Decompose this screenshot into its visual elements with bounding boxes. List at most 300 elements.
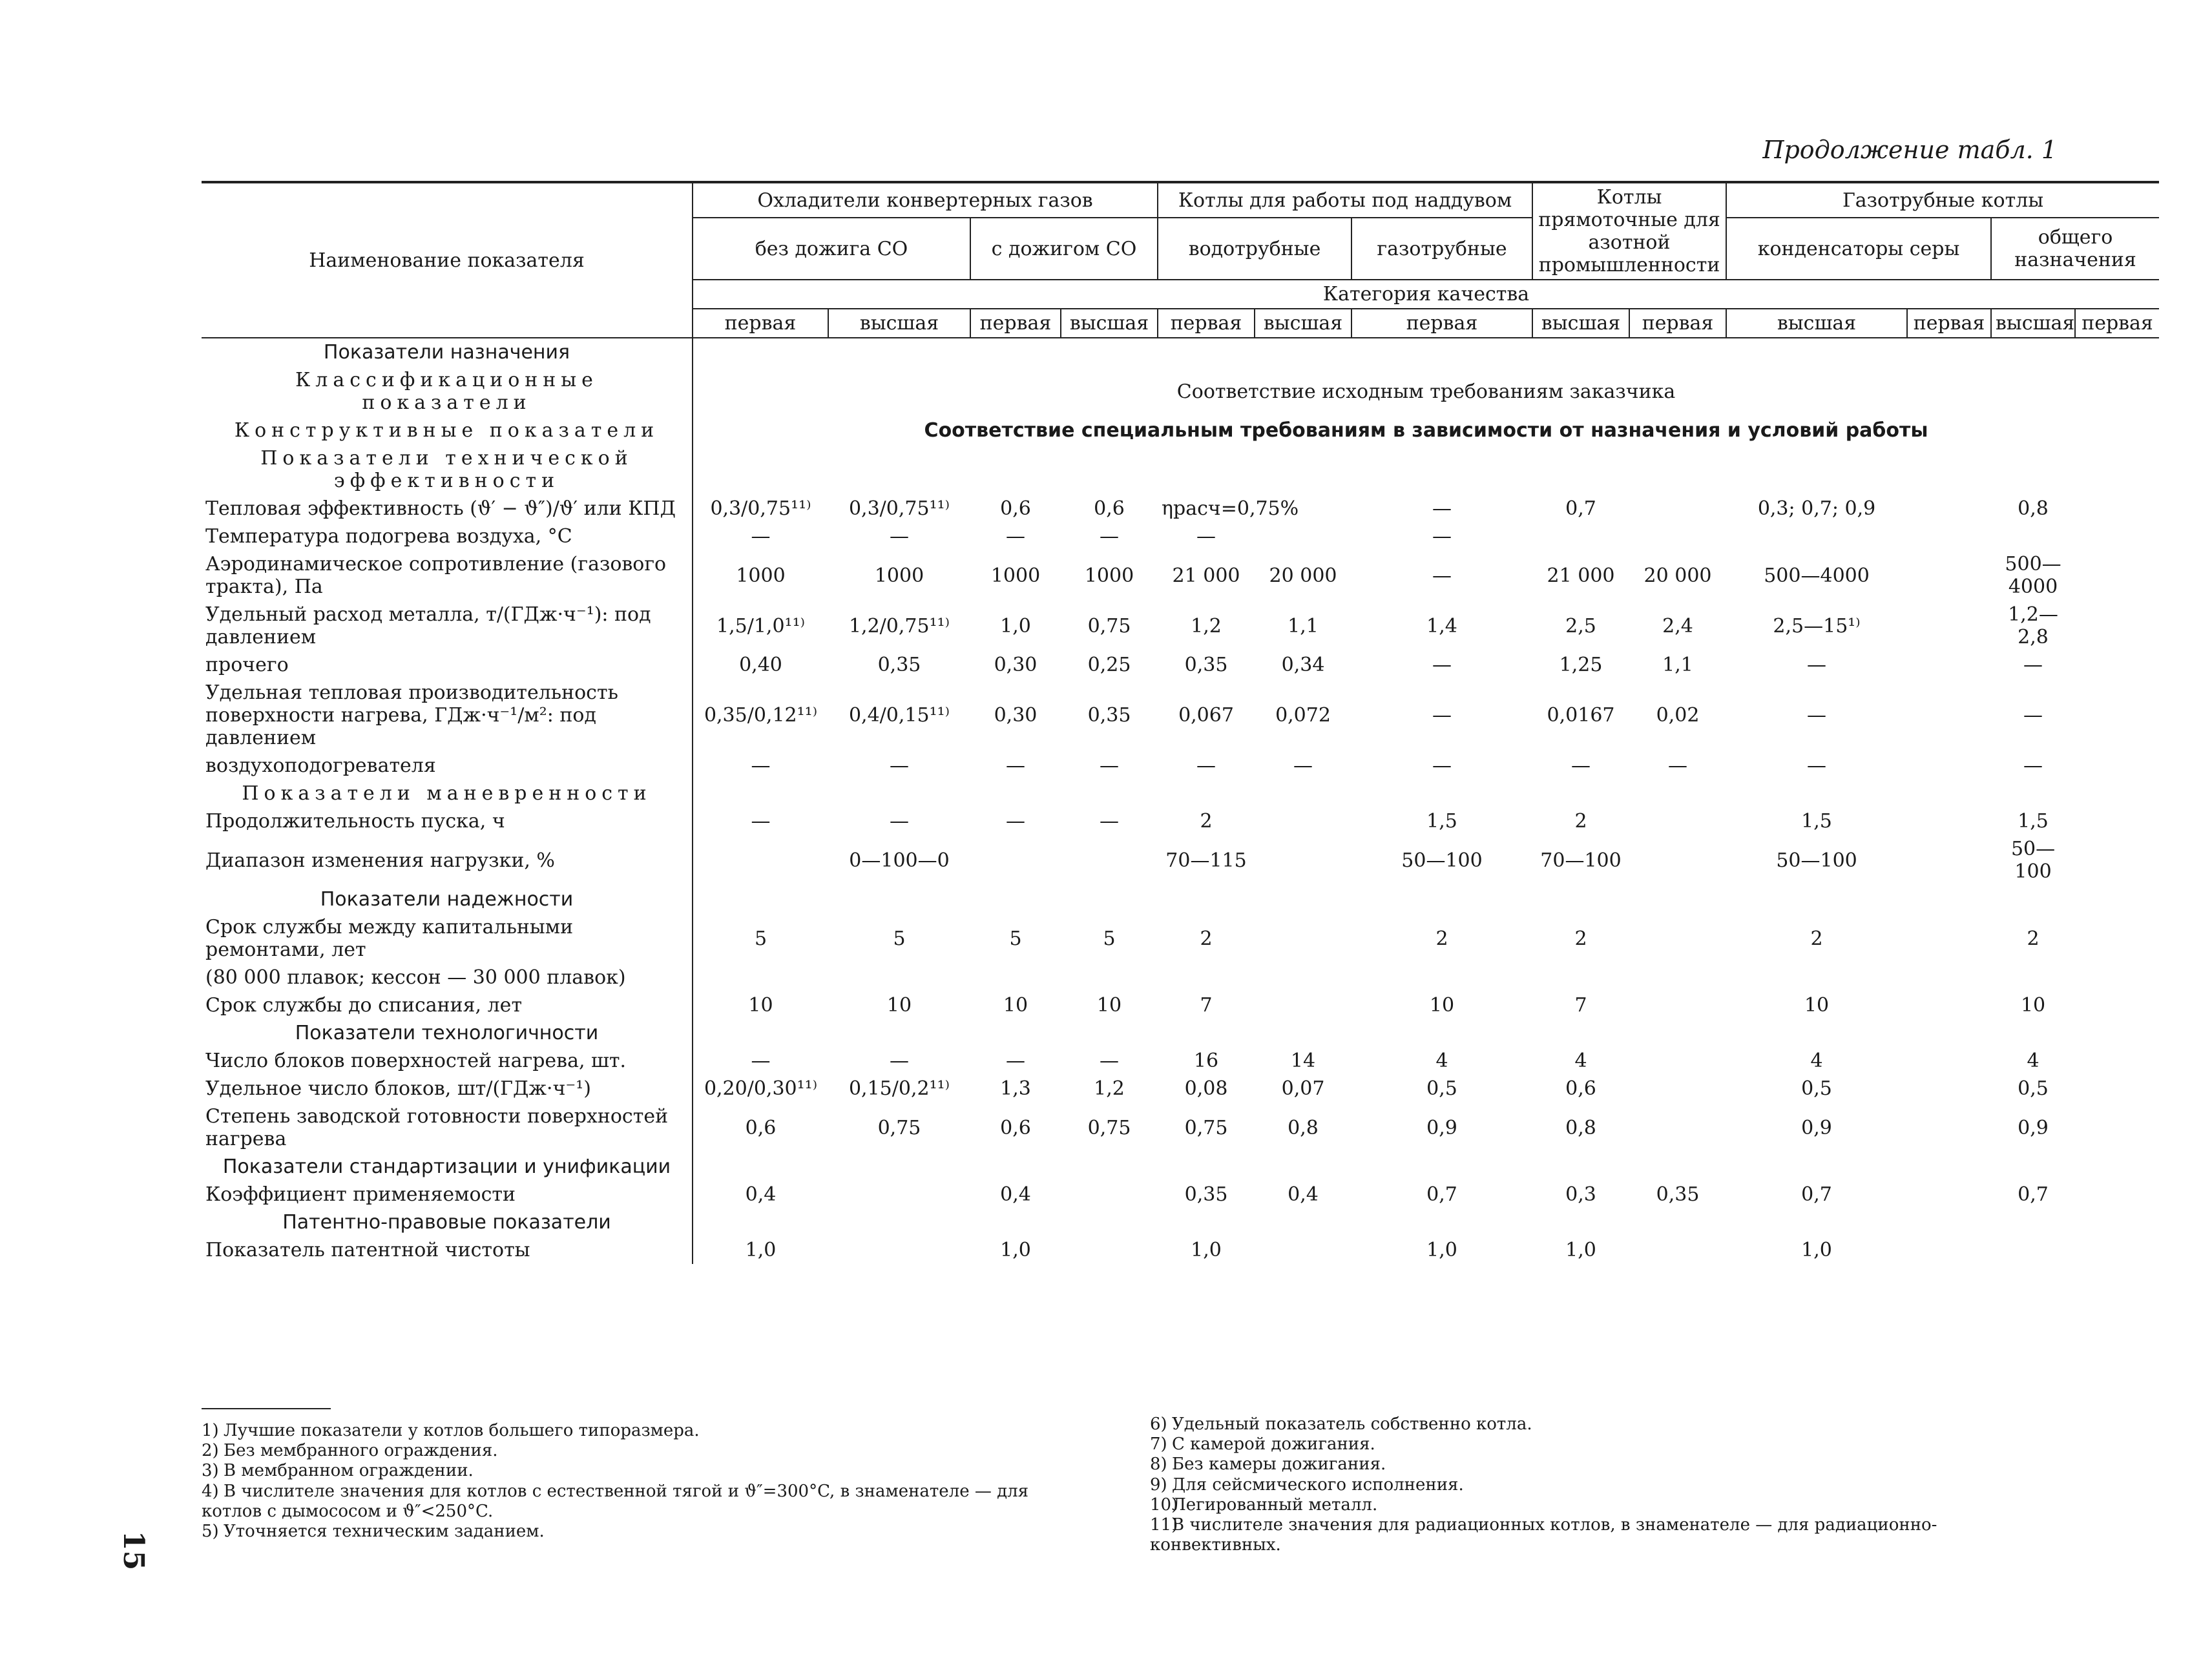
table-cell: 4 <box>1435 1050 1448 1072</box>
table-cell <box>1907 679 1991 752</box>
table-cell: — <box>890 754 909 777</box>
footnote-number: 11) <box>1150 1515 1178 1535</box>
footnote-number: 8) <box>1150 1455 1167 1475</box>
page-number: 15 <box>117 1531 150 1571</box>
table-cell: 0,75 <box>1184 1116 1228 1139</box>
footnote-number: 7) <box>1150 1435 1167 1455</box>
table-cell: — <box>1006 1050 1025 1072</box>
footnotes-right <box>1150 1414 2067 1555</box>
subgroup-firetube: газотрубные <box>1351 218 1532 280</box>
section-row <box>202 338 2159 366</box>
table-cell <box>1255 913 1351 964</box>
table-cell: 0,6 <box>1000 1116 1031 1139</box>
table-cell: 0,6 <box>1565 1077 1596 1100</box>
footnote-number: 10) <box>1150 1495 1178 1515</box>
row-label: Срок службы между капитальными ремонтами, лет <box>205 916 574 961</box>
table-cell: 1,0 <box>1191 1239 1222 1261</box>
table-cell: 0,9 <box>1426 1116 1457 1139</box>
row-label: Показатель патентной чистоты <box>205 1239 530 1261</box>
grade-cell: первая <box>1351 309 1532 338</box>
table-cell: 0,75 <box>1087 1116 1131 1139</box>
section-title: Классификационные показатели <box>295 369 598 414</box>
table-cell <box>828 1181 970 1208</box>
table-cell <box>2075 1103 2159 1153</box>
table-cell: 1000 <box>874 564 924 587</box>
table-cell <box>2075 1181 2159 1208</box>
table-cell: 20 000 <box>1269 564 1337 587</box>
table-cell: 5 <box>1009 927 1022 950</box>
footnote-number: 5) <box>202 1521 219 1541</box>
table-cell: 5 <box>893 927 906 950</box>
table-cell: 0,4 <box>693 1181 828 1208</box>
table-cell <box>2075 1047 2159 1075</box>
table-cell <box>1629 1075 1726 1103</box>
row-label: Степень заводской готовности поверхностей нагрева <box>205 1105 669 1150</box>
table-cell: 0,5 <box>2018 1077 2049 1100</box>
footnote <box>202 1461 1080 1481</box>
group-header-pressurized: Котлы для работы под наддувом <box>1158 182 1532 218</box>
section-row <box>202 417 2159 444</box>
table-row <box>202 913 2159 964</box>
table-cell: 1000 <box>990 564 1041 587</box>
merged-value: Соответствие исходным требованиям заказчика <box>693 366 2159 417</box>
table-cell <box>1629 913 1726 964</box>
grade-cell: первая <box>1629 309 1726 338</box>
grade-cell: высшая <box>1061 309 1158 338</box>
table-row <box>202 964 2159 991</box>
table-cell: 0,7 <box>1801 1183 1832 1206</box>
row-label: Продолжительность пуска, ч <box>205 810 505 833</box>
table-cell: 0,7 <box>1565 497 1596 520</box>
section-row <box>202 444 2159 495</box>
table-cell <box>1629 835 1726 886</box>
table-cell <box>1061 1236 1158 1264</box>
row-label: Срок службы до списания, лет <box>205 994 523 1017</box>
table-cell <box>1629 495 1726 523</box>
table-cell <box>1061 964 1158 991</box>
table-cell: 0,9 <box>1801 1116 1832 1139</box>
row-label: Диапазон изменения нагрузки, % <box>205 849 555 872</box>
table-cell: 0,08 <box>1184 1077 1228 1100</box>
table-cell: 2 <box>1200 927 1213 950</box>
table-cell: 0,6 <box>1000 497 1031 520</box>
table-cell: — <box>1006 754 1025 777</box>
table-cell: — <box>693 1047 828 1075</box>
merged-value: Соответствие специальным требованиям в зависимости от назначения и условий работы <box>693 417 2159 444</box>
section-row <box>202 1153 2159 1181</box>
footnote-number: 6) <box>1150 1414 1167 1434</box>
table-cell: 0,072 <box>1275 704 1331 727</box>
row-label: Число блоков поверхностей нагрева, шт. <box>205 1050 627 1072</box>
table-cell <box>1629 1236 1726 1264</box>
table-cell <box>828 964 970 991</box>
table-cell: 2 <box>1574 810 1587 833</box>
table-cell: 0,4 <box>1000 1183 1031 1206</box>
footnote-text: Лучшие показатели у котлов большего типоразмера. <box>224 1421 700 1440</box>
table-cell <box>1907 495 1991 523</box>
table-cell <box>2075 1075 2159 1103</box>
table-cell <box>1907 913 1991 964</box>
table-cell: 1,5 <box>1426 810 1457 833</box>
table-cell: — <box>1432 754 1452 777</box>
footnote <box>1150 1414 2067 1435</box>
rows-manufacturability <box>202 1047 2159 1153</box>
table-cell <box>1907 550 1991 601</box>
footnote-text: Удельный показатель собственно котла. <box>1172 1414 1532 1434</box>
table-cell: 2,5—15¹⁾ <box>1773 614 1861 637</box>
table-row <box>202 651 2159 679</box>
table-cell <box>2075 964 2159 991</box>
table-cell: 1,3 <box>1000 1077 1031 1100</box>
table-cell: 0,6 <box>1094 497 1125 520</box>
table-cell <box>1629 991 1726 1019</box>
table-cell: 10 <box>1003 994 1028 1017</box>
table-cell <box>2075 991 2159 1019</box>
table-cell: 16 <box>1193 1050 1219 1072</box>
table-cell: 10 <box>1804 994 1830 1017</box>
table-cell: — <box>1100 810 1119 833</box>
footnote-text: В числителе значения для котлов с естественной тягой и ϑ″=300°C, в знаменателе — для котлов с дымососом и ϑ″<250°C. <box>202 1481 1029 1521</box>
footnote-number: 3) <box>202 1461 219 1481</box>
table-cell: 500—4000 <box>1764 564 1870 587</box>
table-cell <box>1991 523 2075 550</box>
footnote-text: Без мембранного ограждения. <box>224 1441 498 1461</box>
table-cell: — <box>1807 704 1827 727</box>
table-cell <box>693 835 828 886</box>
table-cell: 0,75 <box>1087 614 1131 637</box>
group-header-converter: Охладители конвертерных газов <box>693 182 1158 218</box>
footnote-text: С камерой дожигания. <box>1172 1435 1375 1455</box>
table-cell: 0,4 <box>1288 1183 1319 1206</box>
table-cell: 0,20/0,30¹¹⁾ <box>693 1075 828 1103</box>
table-cell: 1,2/0,75¹¹⁾ <box>848 614 950 637</box>
table-row <box>202 752 2159 780</box>
table-cell: 10 <box>2020 994 2046 1017</box>
table-cell <box>1255 964 1351 991</box>
table-cell <box>2075 523 2159 550</box>
table-cell: — <box>693 523 828 550</box>
table-cell <box>1351 964 1532 991</box>
table-cell <box>1629 964 1726 991</box>
table-cell <box>1991 1236 2075 1264</box>
table-cell: 10 <box>693 991 828 1019</box>
table-cell <box>1629 523 1726 550</box>
table-cell: 500—4000 <box>2005 553 2061 598</box>
table-cell: 50—100 <box>1776 849 1857 872</box>
table-cell <box>1629 807 1726 835</box>
table-cell: 1,4 <box>1426 614 1457 637</box>
table-cell: 0,8 <box>2018 497 2049 520</box>
table-cell: 7 <box>1200 994 1213 1017</box>
table-cell: 0,0167 <box>1547 704 1615 727</box>
table-cell: 1,5 <box>2018 810 2049 833</box>
row-label: Коэффициент применяемости <box>205 1183 516 1206</box>
table-cell: 1,2 <box>1094 1077 1125 1100</box>
table-row <box>202 679 2159 752</box>
table-cell <box>1726 964 1907 991</box>
table-cell: 0,15/0,2¹¹⁾ <box>848 1077 950 1100</box>
footnote-text: Для сейсмического исполнения. <box>1172 1475 1464 1495</box>
table-cell: 7 <box>1574 994 1587 1017</box>
table-cell: 0—100—0 <box>849 849 950 872</box>
table-cell: 1,5/1,0¹¹⁾ <box>693 601 828 651</box>
table-cell: 0,7 <box>2018 1183 2049 1206</box>
table-cell: — <box>890 810 909 833</box>
table-row <box>202 1075 2159 1103</box>
table-cell: 4 <box>1574 1050 1587 1072</box>
table-cell <box>1255 835 1351 886</box>
table-cell: 0,35 <box>1087 704 1131 727</box>
table-cell <box>2075 752 2159 780</box>
table-cell: 2 <box>1435 927 1448 950</box>
subgroup-with-co: с дожигом СО <box>970 218 1158 280</box>
row-label: Удельное число блоков, шт/(ГДж·ч⁻¹) <box>205 1077 591 1100</box>
grade-cell: первая <box>1907 309 1991 338</box>
table-cell: — <box>1196 525 1216 548</box>
table-cell <box>1907 601 1991 651</box>
table-cell <box>1907 1047 1991 1075</box>
rows-standardization <box>202 1181 2159 1208</box>
footnote <box>202 1522 1080 1542</box>
grade-cell: высшая <box>828 309 970 338</box>
section-title: Конструктивные показатели <box>234 419 660 442</box>
table-cell: 2 <box>2027 927 2040 950</box>
table-cell: 10 <box>1096 994 1122 1017</box>
table-cell: 0,4/0,15¹¹⁾ <box>848 704 950 727</box>
table-cell: — <box>890 1050 909 1072</box>
table-cell: 0,35 <box>1184 1183 1228 1206</box>
table-cell <box>2075 679 2159 752</box>
table-cell: — <box>1196 754 1216 777</box>
table-cell: 1,5 <box>1801 810 1832 833</box>
footnote-number: 4) <box>202 1481 219 1501</box>
grade-cell: высшая <box>1991 309 2075 338</box>
rows-maneuver <box>202 807 2159 886</box>
table-cell <box>2075 601 2159 651</box>
table-cell: 2 <box>1574 927 1587 950</box>
table-cell: 0,9 <box>2018 1116 2049 1139</box>
table-cell <box>1532 964 1629 991</box>
table-cell: — <box>1432 564 1452 587</box>
table-cell: 0,5 <box>1426 1077 1457 1100</box>
table-cell <box>1907 1103 1991 1153</box>
table-cell: 0,75 <box>877 1116 921 1139</box>
footnote-text: В числителе значения для радиационных котлов, в знаменателе — для радиационно-конвективных. <box>1150 1515 1937 1555</box>
table-cell <box>1255 991 1351 1019</box>
continuation-note: Продолжение табл. 1 <box>1762 136 2057 164</box>
section-row <box>202 1208 2159 1236</box>
table-cell <box>1907 807 1991 835</box>
footnote-rule <box>202 1408 331 1409</box>
table-cell <box>2075 835 2159 886</box>
table-cell: 0,067 <box>1178 704 1234 727</box>
table-cell: — <box>1432 654 1452 676</box>
row-label: Тепловая эффективность (ϑ′ − ϑ″)/ϑ′ или КПД <box>205 497 676 520</box>
table-cell: 5 <box>1103 927 1116 950</box>
table-cell <box>1255 807 1351 835</box>
table-cell: 0,35 <box>877 654 921 676</box>
subgroup-no-co: без дожига СО <box>693 218 970 280</box>
section-title: Показатели маневренности <box>242 782 652 805</box>
table-cell <box>1907 1181 1991 1208</box>
table-cell <box>1907 964 1991 991</box>
table-cell: — <box>2023 704 2043 727</box>
footnote <box>1150 1475 2067 1495</box>
footnote <box>202 1421 1080 1441</box>
table-row <box>202 1236 2159 1264</box>
table-cell: 1,0 <box>1000 614 1031 637</box>
grade-cell: высшая <box>1255 309 1351 338</box>
table-row <box>202 1047 2159 1075</box>
table-cell <box>1907 991 1991 1019</box>
table-cell: — <box>1432 497 1452 520</box>
table-cell: — <box>2023 754 2043 777</box>
row-label: воздухоподогревателя <box>205 754 436 777</box>
table-cell: — <box>693 752 828 780</box>
table-cell: 0,02 <box>1656 704 1700 727</box>
table-cell: 2 <box>1810 927 1823 950</box>
table-cell <box>1907 1075 1991 1103</box>
table-cell <box>2075 495 2159 523</box>
footnote <box>202 1441 1080 1461</box>
section-title: Показатели надежности <box>320 888 574 911</box>
subgroup-general: общего назначения <box>1991 218 2159 280</box>
table-row <box>202 523 2159 550</box>
table-cell: — <box>1807 754 1827 777</box>
table-cell: 4 <box>2027 1050 2040 1072</box>
table-cell <box>828 1236 970 1264</box>
footnote <box>1150 1435 2067 1455</box>
main-table <box>202 181 2159 1264</box>
table-cell: 4 <box>1810 1050 1823 1072</box>
table-cell: 10 <box>886 994 912 1017</box>
table-cell: 14 <box>1290 1050 1316 1072</box>
header-row-1 <box>202 182 2159 218</box>
table-cell: 20 000 <box>1643 564 1712 587</box>
table-cell: — <box>1100 1050 1119 1072</box>
section-title: Показатели назначения <box>323 341 570 364</box>
rows-tech-efficiency <box>202 495 2159 780</box>
section-title: Показатели стандартизации и унификации <box>222 1155 671 1178</box>
table-cell: — <box>1807 654 1827 676</box>
table-cell: 0,30 <box>994 704 1038 727</box>
table-cell <box>2075 550 2159 601</box>
table-cell: 0,35 <box>1656 1183 1700 1206</box>
table-cell: 0,34 <box>1281 654 1325 676</box>
table-cell <box>2075 913 2159 964</box>
table-row <box>202 991 2159 1019</box>
footnote-text: В мембранном ограждении. <box>224 1461 474 1481</box>
table-cell: 50—100 <box>2010 838 2056 883</box>
table-cell: 10 <box>1429 994 1455 1017</box>
section-row <box>202 366 2159 417</box>
table-cell <box>970 835 1061 886</box>
table-cell: — <box>693 807 828 835</box>
table-cell: 2,5 <box>1565 614 1596 637</box>
quality-category-header: Категория качества <box>693 280 2159 309</box>
grade-cell: высшая <box>1532 309 1629 338</box>
table-cell: — <box>1100 754 1119 777</box>
table-cell: 1,1 <box>1662 654 1693 676</box>
table-cell: 1,0 <box>1801 1239 1832 1261</box>
grade-cell: первая <box>693 309 828 338</box>
table-cell <box>1061 835 1158 886</box>
table-cell <box>1726 523 1907 550</box>
table-cell: — <box>1668 754 1688 777</box>
table-cell <box>1061 1181 1158 1208</box>
table-cell: 50—100 <box>1401 849 1483 872</box>
table-cell: — <box>1432 704 1452 727</box>
table-cell <box>2075 807 2159 835</box>
section-title: Патентно-правовые показатели <box>282 1211 611 1234</box>
table-cell: 2,4 <box>1662 614 1693 637</box>
table-cell: ηрасч=0,75% <box>1162 497 1299 520</box>
row-label: прочего <box>205 654 289 676</box>
table-cell: 1,25 <box>1559 654 1603 676</box>
footnote <box>1150 1515 2067 1555</box>
footnote-number: 2) <box>202 1441 219 1461</box>
table-cell: 21 000 <box>1547 564 1615 587</box>
table-row <box>202 1181 2159 1208</box>
section-row <box>202 780 2159 807</box>
table-cell <box>1907 835 1991 886</box>
table-cell <box>1629 1047 1726 1075</box>
grade-cell: первая <box>1158 309 1255 338</box>
section-title: Показатели технологичности <box>295 1022 599 1044</box>
table-cell <box>1532 523 1629 550</box>
table-cell <box>1907 1236 1991 1264</box>
table-cell: 1,2 <box>1191 614 1222 637</box>
table-cell: — <box>1571 754 1591 777</box>
table-cell: — <box>1006 810 1025 833</box>
table-cell: 0,5 <box>1801 1077 1832 1100</box>
footnote-number: 9) <box>1150 1475 1167 1495</box>
table-cell <box>1255 523 1351 550</box>
section-title: Показатели технической эффективности <box>260 447 633 492</box>
section-row <box>202 886 2159 913</box>
footnotes-left <box>202 1421 1080 1542</box>
table-cell <box>1629 1103 1726 1153</box>
name-column-header: Наименование показателя <box>202 182 693 338</box>
table-cell <box>693 964 828 991</box>
table-cell <box>2075 651 2159 679</box>
table-cell: 1,0 <box>1426 1239 1457 1261</box>
table-cell: — <box>1432 525 1452 548</box>
table-cell: 0,8 <box>1288 1116 1319 1139</box>
footnote-number: 1) <box>202 1421 219 1440</box>
table-cell: 0,3/0,75¹¹⁾ <box>848 497 950 520</box>
table-cell <box>1158 964 1255 991</box>
table-cell: — <box>1293 754 1313 777</box>
table-cell: 1,0 <box>693 1236 828 1264</box>
table-row <box>202 495 2159 523</box>
group-header-firetube: Газотрубные котлы <box>1726 182 2159 218</box>
table-cell: 0,3/0,75¹¹⁾ <box>693 495 828 523</box>
table-cell: 0,35 <box>1184 654 1228 676</box>
table-cell: — <box>2023 654 2043 676</box>
rows-patent <box>202 1236 2159 1264</box>
subgroup-watertube: водотрубные <box>1158 218 1351 280</box>
table-cell <box>1907 651 1991 679</box>
table-cell: 0,07 <box>1281 1077 1325 1100</box>
table-cell: 0,35/0,12¹¹⁾ <box>693 679 828 752</box>
table-cell: 5 <box>693 913 828 964</box>
table-cell: 1000 <box>693 550 828 601</box>
footnote-text: Легированный металл. <box>1172 1495 1378 1515</box>
table-cell <box>1255 1236 1351 1264</box>
footnote <box>202 1482 1080 1522</box>
table-cell <box>1907 752 1991 780</box>
